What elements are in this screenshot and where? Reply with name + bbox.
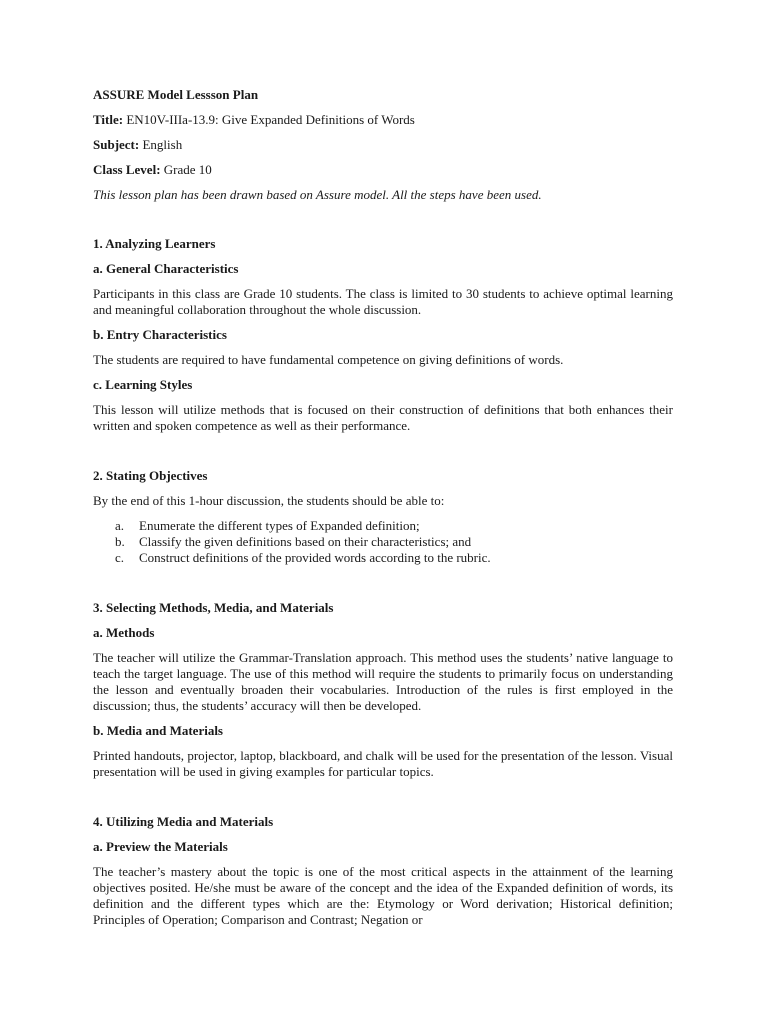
list-item: [93, 550, 673, 566]
paragraph-objectives-intro: By the end of this 1-hour discussion, the students should be able to:: [93, 493, 445, 508]
section-heading-selecting-methods: 3. Selecting Methods, Media, and Materials: [93, 600, 334, 615]
list-item: [93, 534, 673, 550]
meta-title-value: EN10V-IIIa-13.9: Give Expanded Definitions of Words: [123, 112, 415, 127]
subheading-preview-materials: a. Preview the Materials: [93, 839, 228, 854]
meta-subject-label: Subject:: [93, 137, 140, 152]
meta-class-level: [93, 162, 673, 178]
subheading-learning-styles: c. Learning Styles: [93, 377, 193, 392]
meta-title-label: Title:: [93, 112, 124, 127]
meta-subject-value: English: [139, 137, 183, 152]
meta-class-level-value: Grade 10: [160, 162, 212, 177]
paragraph-preview-materials: The teacher’s mastery about the topic is one of the most critical aspects in the attainment of the learning objectives posited. He/she must be aware of the concept and the idea of the Expanded definition of words, its definition and the different types which are the: Etymology or Word derivation; Historical definition; Principles of Operation; Comparison and Contrast; Negation or: [93, 864, 673, 927]
section-heading-analyzing-learners: 1. Analyzing Learners: [93, 236, 216, 251]
meta-class-level-label: Class Level:: [93, 162, 161, 177]
list-item-marker: c.: [115, 550, 125, 565]
list-item-marker: b.: [115, 534, 125, 549]
paragraph-learning-styles: This lesson will utilize methods that is focused on their construction of definitions that both enhances their written and spoken competence as well as their performance.: [93, 402, 673, 433]
meta-subject: [93, 137, 673, 153]
document-title: ASSURE Model Lessson Plan: [93, 87, 259, 102]
paragraph-media-and-materials: Printed handouts, projector, laptop, blackboard, and chalk will be used for the presentation of the lesson. Visual presentation will be used in giving examples for particular topics.: [93, 748, 673, 779]
list-item-text: Classify the given definitions based on their characteristics; and: [139, 534, 472, 549]
document-page: [93, 87, 673, 937]
list-item: [93, 518, 673, 534]
list-item-text: Enumerate the different types of Expanded definition;: [139, 518, 420, 533]
objectives-list: [93, 518, 673, 566]
subheading-media-and-materials: b. Media and Materials: [93, 723, 223, 738]
paragraph-entry-characteristics: The students are required to have fundamental competence on giving definitions of words.: [93, 352, 564, 367]
subheading-general-characteristics: a. General Characteristics: [93, 261, 239, 276]
section-heading-stating-objectives: 2. Stating Objectives: [93, 468, 208, 483]
subheading-entry-characteristics: b. Entry Characteristics: [93, 327, 227, 342]
subheading-methods: a. Methods: [93, 625, 155, 640]
paragraph-general-characteristics: Participants in this class are Grade 10 students. The class is limited to 30 students to achieve optimal learning and meaningful collaboration throughout the whole discussion.: [93, 286, 673, 317]
section-heading-utilizing-media: 4. Utilizing Media and Materials: [93, 814, 274, 829]
list-item-text: Construct definitions of the provided words according to the rubric.: [139, 550, 491, 565]
meta-title: [93, 112, 673, 128]
list-item-marker: a.: [115, 518, 125, 533]
paragraph-methods: The teacher will utilize the Grammar-Translation approach. This method uses the students’ native language to teach the target language. The use of this method will require the students to primarily focus on understanding the lesson and eventually broaden their vocabularies. Introduction of the rules is first employed in the discussion; thus, the students’ accuracy will then be developed.: [93, 650, 673, 713]
intro-note: This lesson plan has been drawn based on Assure model. All the steps have been used.: [93, 187, 542, 202]
